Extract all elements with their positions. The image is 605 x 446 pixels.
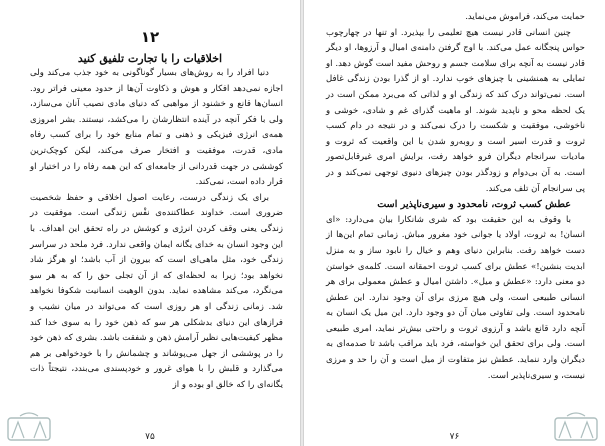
- right-page: [304, 0, 605, 446]
- paragraph: چنین انسانی قادر نیست هیچ تعلیمی را بپذیرد. او تنها در چهارچوب حواس پنجگانه عمل می‌کند. با اوج گرفتن دامنه‌ی امیال و آرزوها، او دیگر قادر نیست به آنچه برای سلامت جسم و روحش مفید است گوش دهد. او تمایلی به همنشینی با چیزهای خوب ندارد. او از گذرا بودن زندگی غافل است. نمی‌تواند درک کند که زندگی او و لذاتی که می‌برد ممکن است در یک لحظه محو و ناپدید شوند. او ماهیت گذرای غم و شادی، خوشی و ناخوشی، موفقیت و شکست را درک نمی‌کند و در نتیجه در دام کسب ثروت و قدرت اسیر است و روبه‌رو شدن با این واقعیت که ثروت و مادیات سرانجام دیگران فرو خواهد رفت، برایش امری غیرقابل‌تصور است. به آن بی‌دوام و زودگذر بودن چیزهای دنیوی توجهی نمی‌کند و در پی سرانجام آن تلف می‌کند.: [326, 27, 585, 194]
- chapter-number: ۱۲: [140, 28, 160, 46]
- paragraph: با وقوف به این حقیقت بود که شری شانکارا بیان می‌دارد: «ای انسان! به ثروت، اولاد یا جوانی خود مغرور مباش. زمانی تمام این‌ها از دست خواهد رفت. بنابراین دنیای وهم و خیال را نابود ساز و به منزل ابدیت بنشین!» عطش برای کسب ثروت احمقانه است. کلمه‌ی خواستن دو معنی دارد: «عطش و میل». داشتن امیال و عطش معمولی برای هر انسانی طبیعی است، ولی هیچ مرزی برای آن وجود ندارد. این عطش نامحدود است. ولی تفاوتی میان آن دو وجود دارد. این میل یک انسان به آنچه دارد قانع باشد و آرزوی ثروت و راحتی بیش‌تر نماید، امری طبیعی است. ولی برای تحقق این خواسته، فرد باید مراقب باشد تا صدمه‌ای به دیگران وارد ننماید. عطش نیز متفاوت از میل است و آن را حد و مرزی نیست، و سیری‌ناپذیر است.: [326, 214, 585, 381]
- paragraph: برای یک زندگی درست، رعایت اصول اخلاقی و حفظ شخصیت ضروری است. خداوند عطا‌کننده‌ی نفْس زندگی است. موفقیت در زندگی یعنی وقف کردن انرژی و کوشش در راه تحقق این اهداف. با این وجود انسان به خدای یگانه ایمان واقعی ندارد. فرد ملحد در سراسر زندگی خود، مثل ماهی‌ای است که بیرون از آب باشد؛ او هرگز شاد نخواهد بود؛ زیرا به لحظه‌ای که از آن تجلی حق را که به هر سو می‌نگرد، می‌کند مشاهده نماید. بدون الوهیت انسانیت شکوفا نخواهد شد. زمانی زندگی او هر روزی است که می‌تواند در میان نشیب و فرازهای این دنیای بدشکلی هر سو که ذهن خود را به سوی خدا کند مظهر کیفیت‌هایی نظیر آرامش ذهن و شفقت باشد. بشری که ذهن خود را در پوششی از جهل می‌پوشاند و چشمانش را با خودخواهی بر هم می‌گذارد و قلبش را با هوای غرور و خودپسندی می‌بندد، نتیجتاً ذات یگانه‌ای را که خالق او بوده و از: [30, 192, 283, 390]
- section-heading: عطش کسب ثروت، نامحدود و سیری‌ناپذیر است: [377, 199, 571, 211]
- right-page-body: [326, 10, 585, 384]
- paragraph: دنیا افراد را به روش‌های بسیار گوناگونی به خود جذب می‌کند ولی اجازه نمی‌دهد افکار و هوش و ذکاوت آن‌ها از حدود معینی فراتر رود. انسان‌ها قانع و خشنود از مواهبی که دنیای مادی نصیب آنان می‌سازد، ولی با فکر آنچه در آینده انتظارشان را می‌کشد، نیستند. بشر امروزی همه‌ی انرژی فیزیکی و ذهنی و تمام منابع خود را برای کسب رفاه مادی، قدرت، موفقیت و افتخار صرف می‌کند، لیکن کوچک‌ترین کوششی در جهت قدردانی از جامعه‌ای که این همه رفاه را در اختیار او قرار داده است، نمی‌کند.: [30, 68, 283, 188]
- chapter-title: اخلاقیات را با تجارت تلفیق کنید: [77, 52, 223, 65]
- left-page-body: [30, 66, 283, 393]
- page-number: ۷۶: [449, 432, 460, 442]
- page-number: ۷۵: [145, 432, 155, 442]
- paragraph: حمایت می‌کند، فراموش می‌نماید.: [465, 12, 585, 22]
- left-page: [0, 0, 300, 446]
